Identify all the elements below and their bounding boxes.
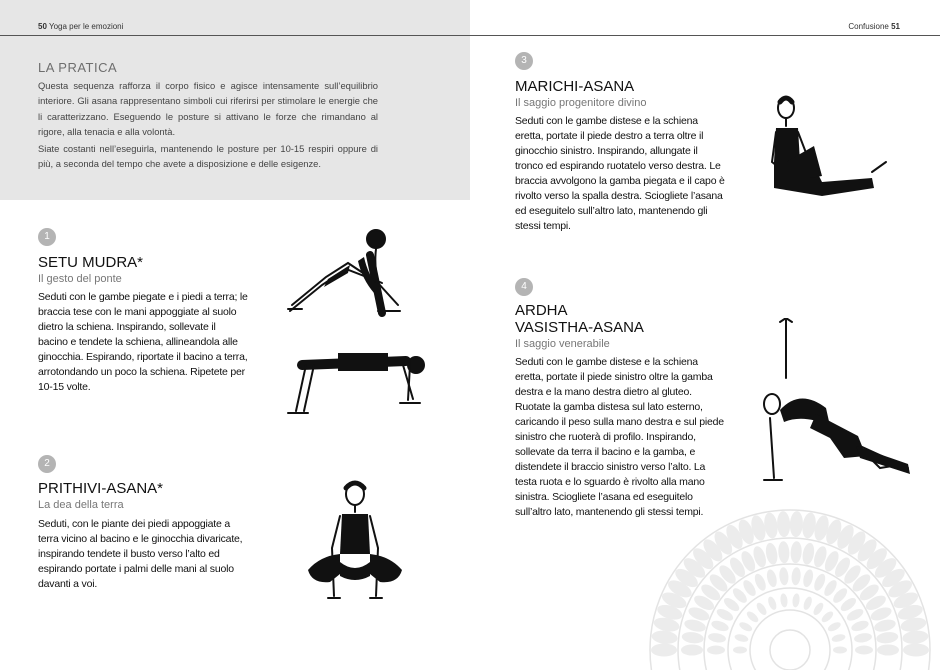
- section-title: Confusione: [848, 22, 889, 31]
- right-page: [470, 0, 940, 658]
- pose-title-line-1: ARDHA: [515, 302, 568, 319]
- pose-title: SETU MUDRA*: [38, 254, 144, 271]
- mandala-petal: [792, 593, 801, 608]
- mandala-petal: [790, 541, 802, 564]
- mandala-petal: [831, 633, 846, 643]
- pose-number-badge: 3: [515, 52, 533, 70]
- left-page-header: [38, 22, 123, 31]
- mandala-petal: [820, 610, 835, 625]
- mandala-petal: [681, 631, 704, 645]
- pose-title: [515, 302, 644, 336]
- mandala-petal: [877, 645, 899, 656]
- mandala-petal: [850, 619, 870, 633]
- pose-title-line-2: VASISTHA-ASANA: [515, 319, 644, 336]
- intro-heading: LA PRATICA: [38, 60, 118, 75]
- left-page: [0, 0, 470, 658]
- mandala-petal: [764, 542, 779, 566]
- mandala-petal: [707, 632, 726, 644]
- mandala-petal: [853, 632, 872, 644]
- prithivi-asana-illustration: [300, 478, 410, 608]
- pose-description: Seduti con le gambe piegate e i piedi a terra; le braccia tese con le mani appoggiate al suolo dietro la schiena. Inspirando, sollevate il bacino e tendete la schiena, allineandola alle ginocchia. Espirando, riportate il bacino a terra, arrotondando un poco la schiena. Ripetete per 10-15 volte.: [38, 291, 248, 393]
- setu-mudra-illustration: [278, 225, 438, 420]
- right-page-header: [848, 22, 900, 31]
- pose-title: MARICHI-ASANA: [515, 78, 635, 95]
- mandala-petal: [765, 568, 778, 588]
- intro-paragraph-1: Questa sequenza rafforza il corpo fisico e agisce intensamente sull’equilibrio interiore. Gli asana rappresentano simboli cui riferirsi per stimolare le energie che li caratterizzano. Eseguendo le posture si attivano le forze che rimandano al rigore, alla tenacia e alla volontà.: [38, 80, 378, 137]
- pose-description: Seduti con le gambe distese e la schiena eretta, portate il piede sinistro oltre la gamba destra e la mano destra dietro al gluteo. Ruotate la gamba distesa sul lato esterno, caricando il peso sulla mano destra e sul piede sinistro che ruoterà di profilo. Inspirando, sollevate da terra il bacino e la gamba, e distendete il braccio sinistro verso l’alto. La testa ruota e lo sguardo è rivolto alla mano sinistra. Sciogliete l’asana ed eseguitelo sull’altro lato, mantenendo gli stessi tempi.: [515, 356, 724, 518]
- header-rule: [470, 35, 940, 36]
- mandala-petal: [707, 646, 725, 655]
- mandala-petal: [802, 568, 815, 588]
- mandala-petal: [738, 620, 754, 633]
- mandala-petal: [651, 644, 677, 657]
- pose-subtitle: Il saggio progenitore divino: [515, 97, 647, 109]
- mandala-petal: [778, 541, 790, 564]
- mandala-petal: [734, 633, 749, 643]
- intro-paragraph-2: Siate costanti nell’eseguirla, mantenendo le posture per 10-15 respiri oppure di più, a seconda del tempo che avete a disposizione e delle esigenze.: [38, 143, 378, 170]
- pose-description: Seduti, con le piante dei piedi appoggiate a terra vicino al bacino e le ginocchia divaricate, inspirando tendete il busto verso l’alto ed espirando portate i palmi delle mani al suolo davanti a voi.: [38, 518, 243, 590]
- mandala-petal: [779, 567, 789, 586]
- running-title: Yoga per le emozioni: [48, 22, 124, 31]
- mandala-petal: [902, 629, 929, 645]
- mandala-petal: [812, 601, 826, 616]
- pose-description: Seduti con le gambe distese e la schiena eretta, portate il piede destro a terra oltre il ginocchio sinistro. Inspirando, allungate il tronco ed espirando ruotatelo verso destra. Le braccia avvolgono la gamba piegata e il capo è rivolto verso la spalla destra. Sciogliete l’asana ed eseguitelo sull’altro lato, mantenendo gli stessi tempi.: [515, 115, 725, 232]
- pose-title: PRITHIVI-ASANA*: [38, 480, 164, 497]
- mandala-petal: [780, 593, 789, 608]
- mandala-petal: [903, 644, 929, 657]
- pose-subtitle: Il gesto del ponte: [38, 273, 122, 285]
- mandala-petal: [733, 647, 747, 654]
- mandala-petal: [855, 646, 873, 655]
- pose-number-badge: 2: [38, 455, 56, 473]
- mandala-petal: [755, 601, 769, 616]
- ardha-vasistha-asana-illustration: [760, 318, 920, 488]
- pose-subtitle: La dea della terra: [38, 499, 124, 511]
- left-page-number: 50: [38, 22, 47, 31]
- pose-number-badge: 4: [515, 278, 533, 296]
- mandala-petal: [710, 619, 730, 633]
- pose-subtitle: Il saggio venerabile: [515, 338, 610, 350]
- mandala-petal: [833, 647, 847, 654]
- mandala-petal: [801, 542, 816, 566]
- right-page-number: 51: [891, 22, 900, 31]
- mandala-petal: [789, 511, 803, 538]
- mandala-petal: [791, 567, 801, 586]
- mandala-petal: [876, 631, 899, 645]
- mandala-petal: [745, 610, 760, 625]
- mandala-petal: [802, 595, 814, 611]
- pose-number-badge: 1: [38, 228, 56, 246]
- header-rule: [0, 35, 470, 36]
- mandala-petal: [681, 645, 703, 656]
- mandala-petal: [776, 511, 790, 538]
- mandala-petal: [651, 629, 678, 645]
- marichi-asana-illustration: [762, 92, 892, 207]
- mandala-petal: [767, 595, 779, 611]
- mandala-petal: [826, 620, 842, 633]
